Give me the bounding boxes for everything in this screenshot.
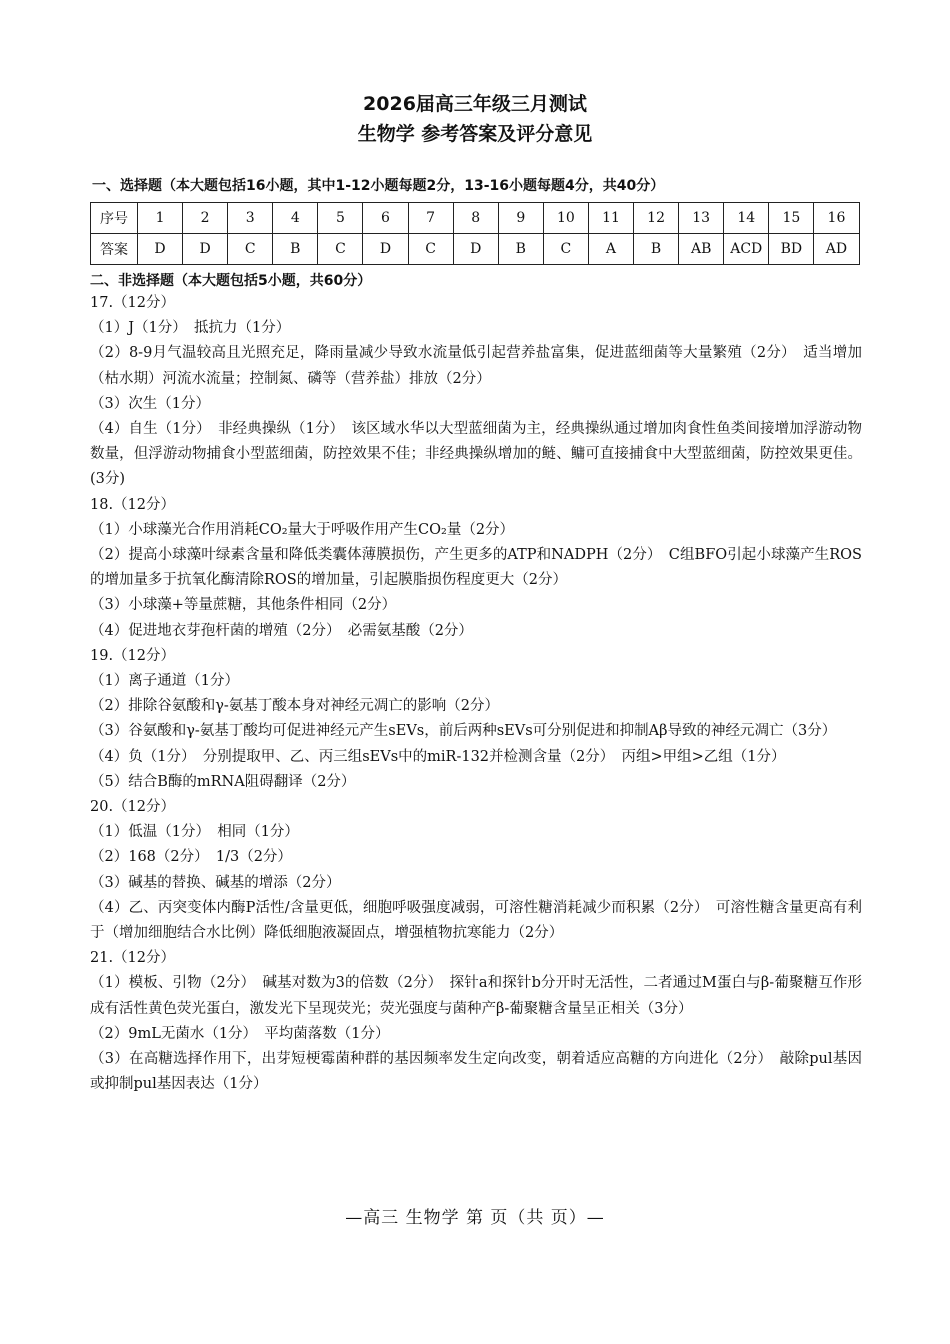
answer-cell: B — [498, 234, 543, 265]
table-row-answers — [91, 234, 860, 265]
document-title: 2026届高三年级三月测试 — [363, 93, 587, 115]
question-number-cell: 12 — [634, 203, 679, 234]
answer-line: （3）碱基的替换、碱基的增添（2分） — [90, 874, 341, 891]
question-title: 21.（12分） — [90, 950, 176, 967]
answer-line: （2）8-9月气温较高且光照充足，降雨量减少导致水流量低引起营养盐富集，促进蓝细菌等大量繁殖（2分） 适当增加（枯水期）河流水流量；控制氮、磷等（营养盐）排放（2分） — [90, 345, 862, 387]
answer-cell: C — [543, 234, 588, 265]
row-label-number: 序号 — [91, 203, 138, 234]
question-number-cell: 6 — [363, 203, 408, 234]
answer-line: （3）次生（1分） — [90, 395, 210, 412]
answer-line: （2）提高小球藻叶绿素含量和降低类囊体薄膜损伤，产生更多的ATP和NADPH（2分） C组BFO引起小球藻产生ROS的增加量多于抗氧化酶清除ROS的增加量，引起膜脂损伤程度更大（2分） — [90, 547, 862, 589]
answer-line: （1）低温（1分） 相同（1分） — [90, 824, 299, 841]
answer-cell: C — [228, 234, 273, 265]
question-number-cell: 11 — [588, 203, 633, 234]
answer-cell: D — [138, 234, 183, 265]
question-number-cell: 4 — [273, 203, 318, 234]
answer-cell: D — [363, 234, 408, 265]
question-number-cell: 5 — [318, 203, 363, 234]
question-number-cell: 13 — [679, 203, 724, 234]
answer-cell: ACD — [724, 234, 769, 265]
section-1-heading: 一、选择题（本大题包括16小题，其中1-12小题每题2分，13-16小题每题4分，共40分） — [92, 178, 665, 194]
answer-line: （4）自生（1分） 非经典操纵（1分） 该区域水华以大型蓝细菌为主，经典操纵通过增加肉食性鱼类间接增加浮游动物数量，但浮游动物捕食小型蓝细菌，防控效果不佳；非经典操纵增加的鲢、鳙可直接捕食中大型蓝细菌，防控效果更佳。(3分) — [90, 421, 862, 488]
answer-line: （4）负（1分） 分别提取甲、乙、丙三组sEVs中的miR-132并检测含量（2分） 丙组>甲组>乙组（1分） — [90, 748, 786, 765]
answer-cell: D — [453, 234, 498, 265]
question-block — [90, 644, 862, 795]
answer-line: （3）在高糖选择作用下，出芽短梗霉菌种群的基因频率发生定向改变，朝着适应高糖的方向进化（2分） 敲除pul基因或抑制pul基因表达（1分） — [90, 1051, 862, 1093]
question-block — [90, 795, 862, 946]
answer-line: （3）小球藻+等量蔗糖，其他条件相同（2分） — [90, 597, 397, 614]
question-title: 17.（12分） — [90, 295, 176, 311]
answer-cell: B — [634, 234, 679, 265]
answer-cell: AB — [679, 234, 724, 265]
document-subtitle: 生物学 参考答案及评分意见 — [357, 123, 593, 145]
question-number-cell: 8 — [453, 203, 498, 234]
answers-body — [90, 271, 862, 1098]
question-number-cell: 15 — [769, 203, 814, 234]
question-list — [90, 291, 862, 1098]
question-block — [90, 291, 862, 493]
answer-cell: AD — [814, 234, 859, 265]
answer-cell: A — [588, 234, 633, 265]
answer-table — [90, 202, 860, 265]
question-number-cell: 1 — [138, 203, 183, 234]
question-number-cell: 7 — [408, 203, 453, 234]
answer-line: （1）模板、引物（2分） 碱基对数为3的倍数（2分） 探针a和探针b分开时无活性，二者通过M蛋白与β-葡聚糖互作形成有活性黄色荧光蛋白，激发光下呈现荧光；荧光强度与菌种产β-葡聚糖含量呈正相关（3分） — [90, 975, 862, 1017]
section-2-heading: 二、非选择题（本大题包括5小题，共60分） — [90, 273, 372, 289]
answer-cell: B — [273, 234, 318, 265]
answer-cell: D — [183, 234, 228, 265]
question-number-cell: 9 — [498, 203, 543, 234]
question-number-cell: 14 — [724, 203, 769, 234]
question-title: 20.（12分） — [90, 799, 176, 816]
answer-cell: BD — [769, 234, 814, 265]
question-number-cell: 16 — [814, 203, 859, 234]
answer-line: （5）结合B酶的mRNA阻碍翻译（2分） — [90, 773, 356, 790]
answer-line: （4）乙、丙突变体内酶P活性/含量更低，细胞呼吸强度减弱，可溶性糖消耗减少而积累（2分） 可溶性糖含量更高有利于（增加细胞结合水比例）降低细胞液凝固点，增强植物抗寒能力（2分） — [90, 899, 862, 942]
answer-line: （1）J（1分） 抵抗力（1分） — [90, 320, 291, 337]
row-label-answer: 答案 — [91, 234, 138, 265]
answer-line: （3）谷氨酸和γ-氨基丁酸均可促进神经元产生sEVs，前后两种sEVs可分别促进和抑制Aβ导致的神经元凋亡（3分） — [90, 723, 837, 740]
question-number-cell: 3 — [228, 203, 273, 234]
question-title: 18.（12分） — [90, 496, 176, 513]
answer-line: （2）9mL无菌水（1分） 平均菌落数（1分） — [90, 1025, 390, 1042]
question-number-cell: 2 — [183, 203, 228, 234]
answer-line: （2）排除谷氨酸和γ-氨基丁酸本身对神经元凋亡的影响（2分） — [90, 698, 500, 715]
answer-cell: C — [408, 234, 453, 265]
question-block — [90, 946, 862, 1097]
answer-line: （1）小球藻光合作用消耗CO₂量大于呼吸作用产生CO₂量（2分） — [90, 521, 515, 538]
question-number-cell: 10 — [543, 203, 588, 234]
answer-line: （4）促进地衣芽孢杆菌的增殖（2分） 必需氨基酸（2分） — [90, 622, 473, 639]
table-row-numbers — [91, 203, 860, 234]
question-block — [90, 493, 862, 644]
question-title: 19.（12分） — [90, 647, 176, 664]
page-footer: —高三 生物学 第 页（共 页）— — [345, 1208, 605, 1228]
answer-line: （1）离子通道（1分） — [90, 673, 239, 690]
answer-line: （2）168（2分） 1/3（2分） — [90, 849, 292, 866]
answer-cell: C — [318, 234, 363, 265]
